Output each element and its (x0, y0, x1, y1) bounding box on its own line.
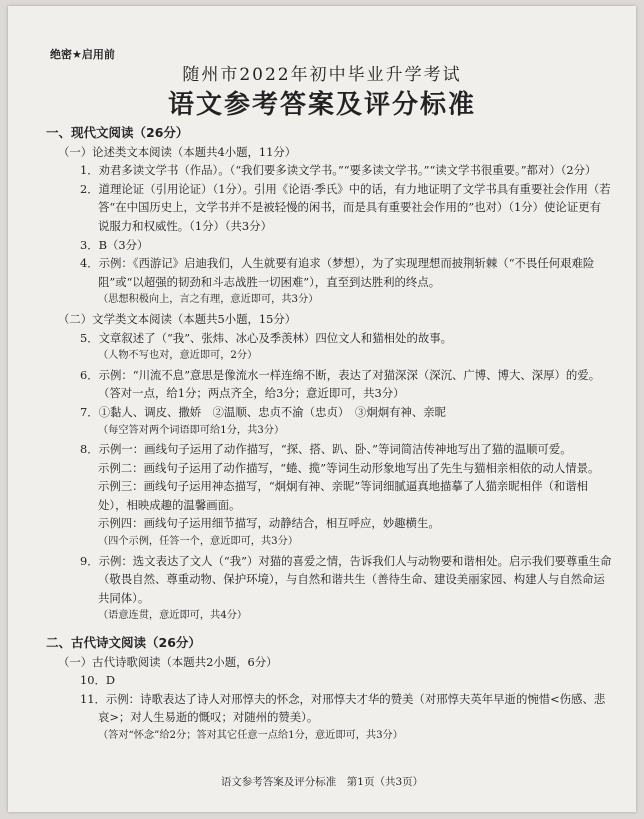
answer-example: 示例四：画线句子运用细节描写，动静结合，相互呼应，妙趣横生。 (98, 516, 440, 531)
answer-item: 3．B（3分） (80, 237, 149, 252)
answer-sheet-page (8, 6, 636, 812)
answer-item: 7．①黏人、调皮、撒娇 ②温顺、忠贞不渝（忠贞） ③炯炯有神、亲昵 (80, 404, 447, 419)
answer-item: 9．示例：选文表达了文人（“我”）对猫的喜爱之情，告诉我们人与动物要和谐相处。启示我们要尊重生命（敬畏自然、尊重动物、保护环境），与自然和谐共生（善待生命、建设美丽家园、构建人与自然命运共同体）。 (80, 553, 612, 605)
answer-item: 5．文章叙述了（“我”、张炜、冰心及季羡林）四位文人和猫相处的故事。 (80, 330, 453, 345)
answer-item: 11．示例：诗歌表达了诗人对邢惇夫的怀念，对邢惇夫才华的赞美（对邢惇夫英年早逝的惋惜<伤感、悲哀>；对人生易逝的慨叹；对随州的赞美）。 (80, 691, 606, 725)
answer-example: 示例三：画线句子运用神态描写，“炯炯有神、亲昵”等词细腻逼真地描摹了人猫亲昵相伴（和谐相处），相映成趣的温馨画面。 (98, 479, 589, 512)
exam-title: 随州市2022年初中毕业升学考试 (182, 65, 462, 85)
answer-item: 10．D (80, 673, 116, 688)
scoring-note: （答对“怀念”给2分；答对其它任意一点给1分，意近即可，共3分） (98, 730, 403, 741)
scoring-note: （语意连贯，意近即可，共4分） (98, 610, 248, 622)
section-heading: 一、现代文阅读（26分） (46, 125, 189, 140)
answer-item: 4．示例：《西游记》启迪我们，人生就要有追求（梦想），为了实现理想而披荆斩棘（“不畏任何艰难险阻”或“以超强的韧劲和斗志战胜一切困难”），直至到达胜利的终点。 (80, 256, 595, 289)
answer-item: 6．示例：“川流不息”意思是像流水一样连绵不断，表达了对猫深深（深沉、广博、博大、深厚）的爱。（答对一点，给1分；两点齐全，给3分；意近即可，共3分） (80, 367, 601, 401)
scoring-note: （每空答对两个词语即可给1分，共3分） (98, 424, 285, 436)
answer-item: 8．示例一：画线句子运用了动作描写，“探、搭、趴、卧、”等词简洁传神地写出了猫的温顺可爱。 (80, 442, 572, 457)
subsection-heading: （一）古代诗歌阅读（本题共2小题，6分） (58, 654, 278, 669)
page-title: 语文参考答案及评分标准 (167, 90, 476, 120)
page-footer: 语文参考答案及评分标准 第1页（共3页） (220, 776, 424, 788)
scoring-note: （人物不写也对，意近即可，2分） (98, 350, 258, 362)
answer-item: 1．劝君多读文学书（作品）。（“我们要多读文学书。”“要多读文学书。”“读文学书很重要。”都对）（2分） (80, 163, 597, 178)
secret-label: 绝密★启用前 (50, 48, 115, 61)
answer-content (46, 124, 612, 746)
subsection-heading: （一）论述类文本阅读（本题共4小题，11分） (58, 144, 297, 159)
answer-example: 示例二：画线句子运用了动作描写，“蜷、揽”等词生动形象地写出了先生与猫相亲相依的动人情景。 (98, 460, 600, 475)
scoring-note: （思想积极向上，言之有理，意近即可，共3分） (98, 294, 319, 306)
section-heading: 二、古代诗文阅读（26分） (46, 635, 201, 651)
scoring-note: （四个示例，任答一个，意近即可，共3分） (98, 536, 299, 548)
subsection-heading: （二）文学类文本阅读（本题共5小题，15分） (58, 311, 297, 326)
answer-item: 2．道理论证（引用论证）（1分）。引用《论语·季氏》中的话，有力地证明了文学书具有重要社会作用（若答“在中国历史上，文学书并不是被轻慢的闲书，而是具有重要社会作用的”也对）（1分）使论证更有说服力和权威性。（1分）（共3分） (80, 181, 611, 233)
